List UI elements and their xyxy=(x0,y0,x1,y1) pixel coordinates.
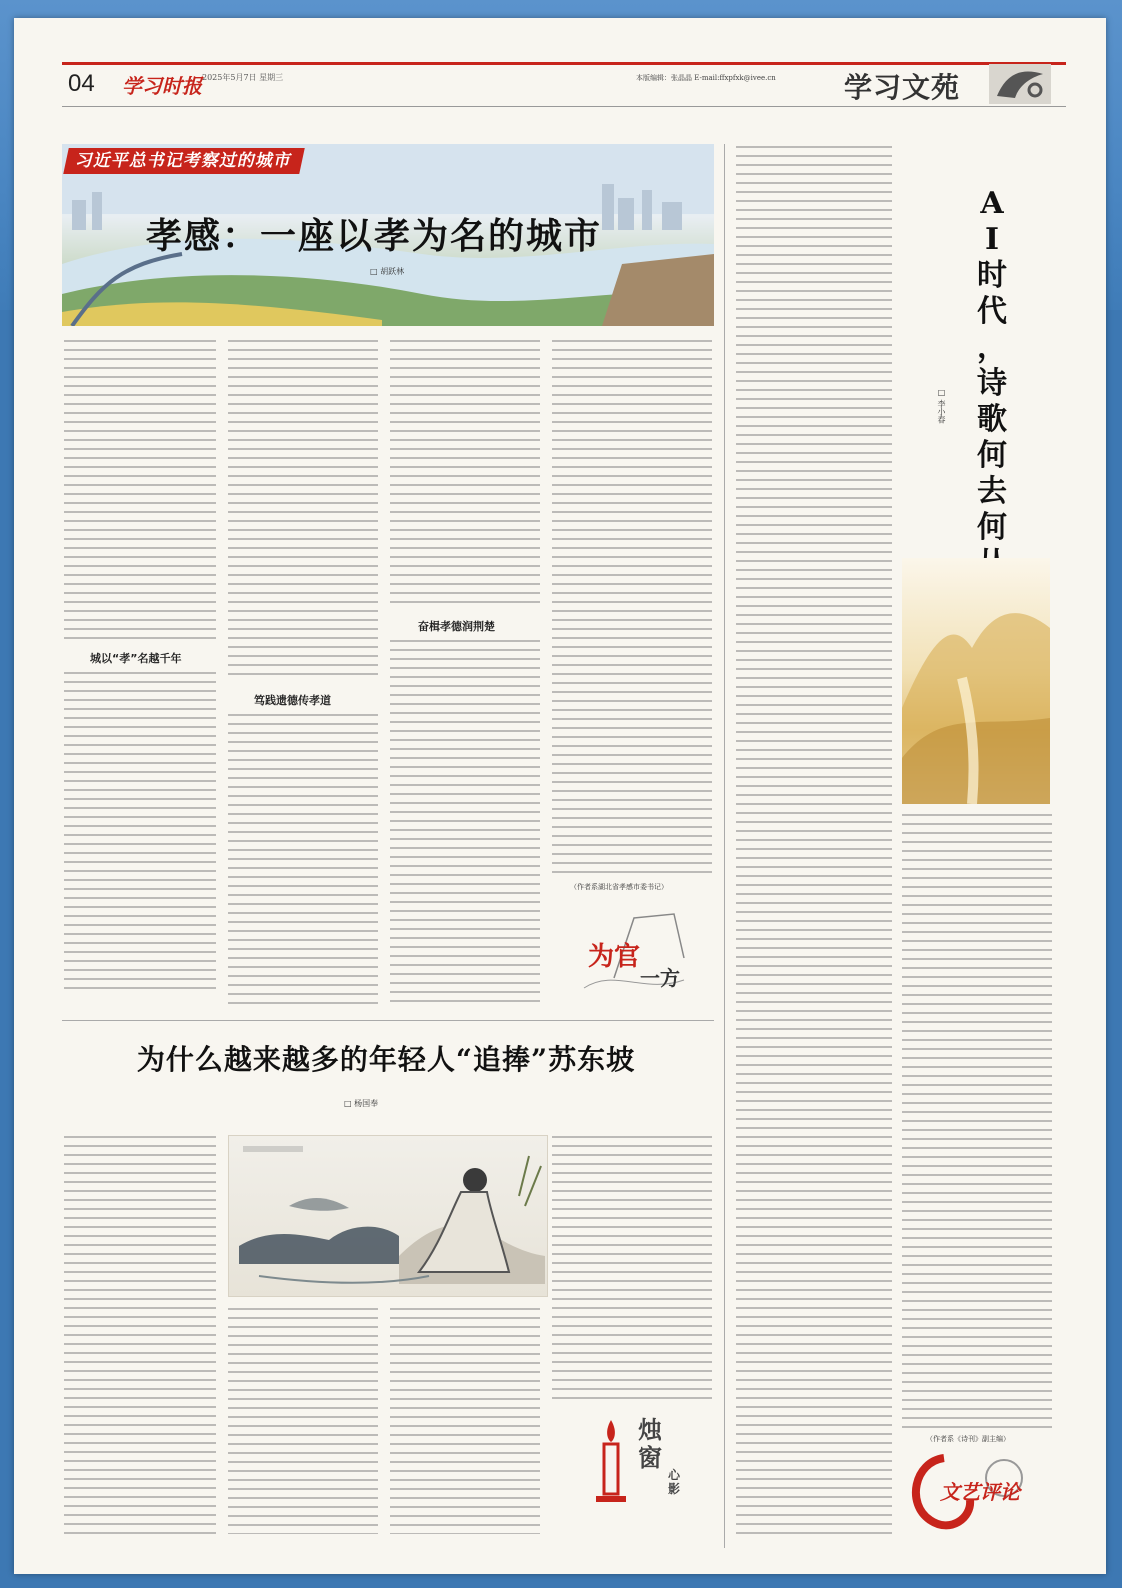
lead-col-1-text xyxy=(64,340,216,640)
column-badge-yi-fang: 一方 xyxy=(640,966,680,990)
header-rule xyxy=(62,62,1066,65)
essay-title-char: 代 xyxy=(977,294,1007,329)
sudongpo-painting xyxy=(228,1135,548,1297)
page-number: 04 xyxy=(68,70,95,97)
essay-source-note: （作者系《诗刊》副主编） xyxy=(926,1435,1010,1443)
issue-date: 2025年5月7日 星期三 xyxy=(202,73,284,82)
column-tag: 习近平总书记考察过的城市 xyxy=(63,148,305,174)
lead-col-3b-text xyxy=(390,640,540,1004)
art2-col-2-text xyxy=(228,1308,378,1534)
lead-banner xyxy=(62,144,714,326)
lead-col-4-text xyxy=(552,340,712,876)
essay-col-1-text xyxy=(736,146,892,1536)
essay-title-char: I xyxy=(984,222,1000,257)
lead-col-1b-text xyxy=(64,672,216,996)
column-badge-wei-guan: 为官 xyxy=(588,942,641,972)
lead-col-3-text xyxy=(390,340,540,608)
essay-title-char: 何 xyxy=(977,438,1007,473)
newspaper-brand: 学习时报 xyxy=(122,74,202,98)
candle-icon xyxy=(586,1410,636,1520)
lead-subhead-2: 奋楫孝德润荆楚 xyxy=(418,620,495,633)
lead-subhead-3: 笃践遗德传孝道 xyxy=(254,694,331,707)
essay-title-char: 时 xyxy=(977,258,1007,293)
essay-title xyxy=(972,186,1012,582)
second-article-title: 为什么越来越多的年轻人“追捧”苏东坡 xyxy=(136,1043,636,1076)
essay-title-char: ， xyxy=(977,330,1007,365)
section-title: 学习文苑 xyxy=(844,71,961,104)
lead-subhead-1: 城以“孝”名越千年 xyxy=(90,652,182,665)
header-bottom-rule xyxy=(62,106,1066,107)
landscape-painting xyxy=(902,558,1050,804)
lead-source-note: （作者系湖北省孝感市委书记） xyxy=(570,883,668,891)
essay-col-2-text xyxy=(902,814,1052,1428)
lead-col-2-text xyxy=(228,340,378,680)
lead-article-title: 孝感：一座以孝为名的城市 xyxy=(146,215,603,257)
lead-article-author: □ 胡跃林 xyxy=(370,267,405,276)
column-badge-zhu-chuang: 烛窗 xyxy=(638,1415,662,1472)
art2-col-3-text xyxy=(390,1308,540,1534)
golden-landscape-illustration xyxy=(902,558,1050,804)
essay-author: □ 李小春 xyxy=(937,388,946,424)
essay-title-char: 诗 xyxy=(977,366,1007,401)
art2-col-1-text xyxy=(64,1136,216,1534)
essay-title-char: 何 xyxy=(977,510,1007,545)
essay-title-char: 歌 xyxy=(977,402,1007,437)
section-divider xyxy=(62,1020,714,1021)
column-badge-xin-ying: 心影 xyxy=(668,1468,681,1496)
newspaper-page xyxy=(14,18,1106,1574)
editors-line: 本版编辑：张晶晶 E-mail:ffxpfxk@ivee.cn xyxy=(636,74,776,82)
column-badge-wen-yi-ping-lun: 文艺评论 xyxy=(940,1480,1020,1504)
essay-title-char: 去 xyxy=(977,474,1007,509)
brush-ornament-icon xyxy=(989,64,1051,104)
second-article-author: □ 杨国奉 xyxy=(344,1099,379,1108)
column-divider xyxy=(724,144,725,1548)
art2-col-4-text xyxy=(552,1136,712,1400)
lead-col-2b-text xyxy=(228,714,378,1004)
ink-painting-illustration xyxy=(229,1136,547,1296)
essay-title-char: A xyxy=(980,186,1004,221)
